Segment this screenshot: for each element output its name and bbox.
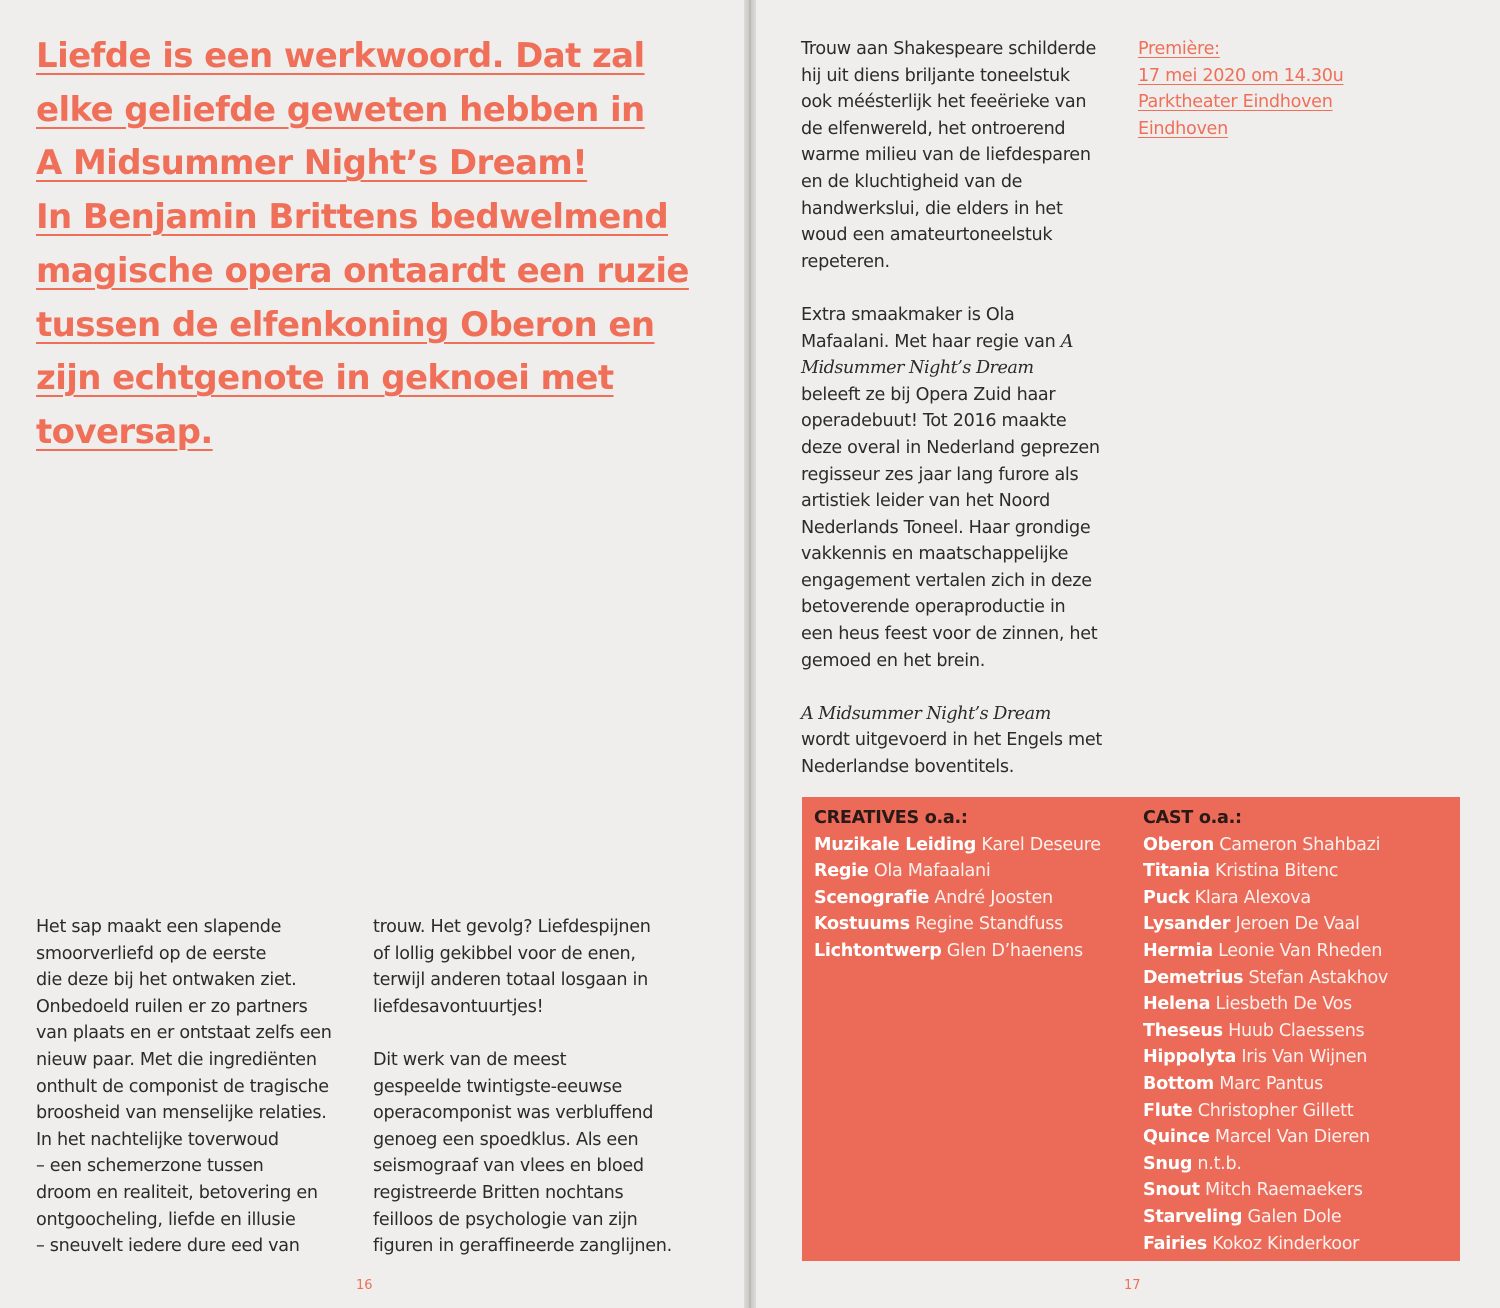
text-line: gemoed en het brein.	[801, 650, 985, 671]
cast-row	[1143, 832, 1453, 859]
credit-name: André Joosten	[934, 887, 1053, 908]
text-line: een heus feest voor de zinnen, het	[801, 624, 1098, 645]
text-line: broosheid van menselijke relaties.	[36, 1103, 327, 1124]
text-line: – een schemerzone tussen	[36, 1156, 264, 1177]
left-column-1	[36, 914, 366, 1260]
text-line: woud een amateurtoneelstuk	[801, 225, 1053, 246]
cast-name: Jeroen De Vaal	[1235, 914, 1360, 935]
text-line: ontgoocheling, liefde en illusie	[36, 1209, 296, 1230]
text-line: engagement vertalen zich in deze	[801, 570, 1092, 591]
text-line: liefdesavontuurtjes!	[373, 996, 544, 1017]
cast-role: Snug	[1143, 1153, 1193, 1174]
cast-role: Hermia	[1143, 940, 1213, 961]
text-line: warme milieu van de liefdesparen	[801, 145, 1091, 166]
text-line: artistiek leider van het Noord	[801, 491, 1050, 512]
cast-name: Cameron Shahbazi	[1219, 834, 1381, 855]
cast-role: Hippolyta	[1143, 1047, 1237, 1068]
text-line: deze overal in Nederland geprezen	[801, 437, 1100, 458]
text-line: Trouw aan Shakespeare schilderde	[801, 39, 1096, 59]
credit-role: Regie	[814, 861, 869, 882]
credit-name: Glen D’haenens	[946, 940, 1083, 961]
cast-role: Puck	[1143, 887, 1190, 908]
text-line: en de kluchtigheid van de	[801, 171, 1023, 192]
credit-role: Scenografie	[814, 887, 930, 908]
cast-role: Quince	[1143, 1127, 1210, 1148]
text-line: beleeft ze bij Opera Zuid haar	[801, 384, 1056, 405]
text-line: regisseur zes jaar lang furore als	[801, 464, 1079, 485]
credit-row	[814, 832, 1134, 859]
credit-name: Regine Standfuss	[915, 914, 1063, 935]
cast-title: CAST o.a.:	[1143, 808, 1242, 828]
cast-row	[1143, 858, 1453, 885]
creatives-title: CREATIVES o.a.:	[814, 808, 968, 828]
cast-role: Snout	[1143, 1180, 1200, 1201]
cast-row	[1143, 965, 1453, 992]
text-line: handwerkslui, die elders in het	[801, 198, 1063, 219]
text-line: Extra smaakmaker is Ola	[801, 304, 1015, 325]
headline-line: A Midsummer Night’s Dream!	[36, 143, 588, 184]
opera-title-italic: Midsummer Night’s Dream	[801, 358, 1034, 379]
cast-role: Flute	[1143, 1100, 1193, 1121]
cast-row	[1143, 1204, 1453, 1231]
cast-role: Oberon	[1143, 834, 1214, 855]
paragraph	[36, 914, 366, 1260]
credit-role: Muzikale Leiding	[814, 834, 977, 855]
cast-row	[1143, 1231, 1453, 1258]
paragraph	[801, 701, 1131, 781]
premiere-label: Première:	[1138, 39, 1220, 59]
text-line: nieuw paar. Met die ingrediënten	[36, 1049, 317, 1070]
text-line: In het nachtelijke toverwoud	[36, 1129, 279, 1150]
text-line: Mafaalani. Met haar regie van	[801, 331, 1056, 352]
headline	[36, 30, 716, 460]
cast-role: Starveling	[1143, 1206, 1243, 1227]
text-line: ook méésterlijk het feeërieke van	[801, 92, 1087, 113]
cast-name: Iris Van Wijnen	[1241, 1047, 1368, 1068]
paragraph	[373, 914, 713, 1020]
cast-row	[1143, 885, 1453, 912]
paragraph	[801, 302, 1131, 674]
cast-name: Marc Pantus	[1219, 1073, 1323, 1094]
premiere-venue: Parktheater Eindhoven	[1138, 92, 1333, 113]
cast-role: Helena	[1143, 994, 1211, 1015]
text-line: Dit werk van de meest	[373, 1049, 567, 1070]
cast-name: Leonie Van Rheden	[1218, 940, 1383, 961]
headline-line: Liefde is een werkwoord. Dat zal	[36, 36, 645, 76]
credit-role: Kostuums	[814, 914, 910, 935]
text-line: onthult de componist de tragische	[36, 1076, 329, 1097]
left-column-2	[373, 914, 713, 1260]
text-line: seismograaf van vlees en bloed	[373, 1156, 644, 1177]
text-line: gespeelde twintigste-eeuwse	[373, 1076, 623, 1097]
page-number-left: 16	[356, 1278, 373, 1293]
book-gutter	[744, 0, 756, 1308]
premiere-city: Eindhoven	[1138, 118, 1228, 139]
cast-row	[1143, 1018, 1453, 1045]
headline-line: In Benjamin Brittens bedwelmend	[36, 197, 669, 238]
cast-row	[1143, 1124, 1453, 1151]
cast-name: Kokoz Kinderkoor	[1212, 1233, 1360, 1254]
credit-row	[814, 938, 1134, 965]
cast-name: n.t.b.	[1197, 1153, 1242, 1174]
text-line: of lollig gekibbel voor de enen,	[373, 943, 636, 964]
cast-role: Demetrius	[1143, 967, 1244, 988]
text-line: Nederlands Toneel. Haar grondige	[801, 517, 1091, 538]
cast-role: Titania	[1143, 861, 1210, 882]
text-line: trouw. Het gevolg? Liefdespijnen	[373, 917, 651, 937]
credit-name: Ola Mafaalani	[873, 861, 991, 882]
opera-title-italic: A	[1060, 331, 1073, 352]
text-line: droom en realiteit, betovering en	[36, 1182, 318, 1203]
text-line: feilloos de psychologie van zijn	[373, 1209, 638, 1230]
opera-title-italic: A Midsummer Night’s Dream	[801, 703, 1051, 724]
cast-row	[1143, 1098, 1453, 1125]
text-line: registreerde Britten nochtans	[373, 1182, 624, 1203]
text-line: smoorverliefd op de eerste	[36, 943, 267, 964]
credit-row	[814, 858, 1134, 885]
cast-name: Huub Claessens	[1228, 1020, 1365, 1041]
cast-row	[1143, 991, 1453, 1018]
text-line: de elfenwereld, het ontroerend	[801, 118, 1066, 139]
cast-name: Mitch Raemaekers	[1205, 1180, 1363, 1201]
text-line: genoeg een spoedklus. Als een	[373, 1129, 639, 1150]
cast-role: Bottom	[1143, 1073, 1214, 1094]
cast-role: Fairies	[1143, 1233, 1207, 1254]
premiere-date: 17 mei 2020 om 14.30u	[1138, 65, 1344, 86]
text-line: repeteren.	[801, 251, 890, 272]
paragraph	[373, 1047, 713, 1260]
cast-name: Kristina Bitenc	[1214, 861, 1339, 882]
text-line: betoverende operaproductie in	[801, 597, 1066, 618]
text-line: figuren in geraffineerde zanglijnen.	[373, 1236, 672, 1257]
text-line: Nederlandse boventitels.	[801, 757, 1015, 778]
premiere-info	[1138, 36, 1398, 142]
credit-role: Lichtontwerp	[814, 940, 942, 961]
paragraph	[801, 36, 1131, 275]
cast-role: Theseus	[1143, 1020, 1223, 1041]
right-column	[801, 36, 1131, 781]
text-line: operacomponist was verbluffend	[373, 1103, 654, 1124]
cast-list	[1143, 805, 1453, 1257]
cast-row	[1143, 1177, 1453, 1204]
credit-row	[814, 885, 1134, 912]
cast-name: Christopher Gillett	[1197, 1100, 1354, 1121]
cast-row	[1143, 911, 1453, 938]
headline-line: toversap.	[36, 411, 213, 452]
cast-row	[1143, 1071, 1453, 1098]
text-line: die deze bij het ontwaken ziet.	[36, 970, 297, 991]
headline-line: zijn echtgenote in geknoei met	[36, 358, 614, 399]
text-line: vakkennis en maatschappelijke	[801, 544, 1069, 565]
cast-name: Marcel Van Dieren	[1214, 1127, 1370, 1148]
headline-line: elke geliefde geweten hebben in	[36, 89, 645, 130]
text-line: operadebuut! Tot 2016 maakte	[801, 411, 1067, 432]
credits-box	[802, 797, 1460, 1261]
cast-name: Galen Dole	[1247, 1206, 1342, 1227]
text-line: terwijl anderen totaal losgaan in	[373, 970, 648, 991]
cast-role: Lysander	[1143, 914, 1231, 935]
page-number-right: 17	[1124, 1278, 1141, 1293]
headline-line: tussen de elfenkoning Oberon en	[36, 304, 655, 345]
text-line: Onbedoeld ruilen er zo partners	[36, 996, 308, 1017]
cast-row	[1143, 1044, 1453, 1071]
text-line: Het sap maakt een slapende	[36, 917, 282, 937]
cast-row	[1143, 1151, 1453, 1178]
credit-row	[814, 911, 1134, 938]
creatives-list	[814, 805, 1134, 965]
cast-name: Klara Alexova	[1194, 887, 1311, 908]
cast-name: Stefan Astakhov	[1248, 967, 1389, 988]
cast-name: Liesbeth De Vos	[1215, 994, 1352, 1015]
headline-line: magische opera ontaardt een ruzie	[36, 250, 689, 291]
credit-name: Karel Deseure	[981, 834, 1101, 855]
cast-row	[1143, 938, 1453, 965]
text-line: wordt uitgevoerd in het Engels met	[801, 730, 1103, 751]
text-line: van plaats en er ontstaat zelfs een	[36, 1023, 332, 1044]
text-line: – sneuvelt iedere dure eed van	[36, 1236, 300, 1257]
text-line: hij uit diens briljante toneelstuk	[801, 65, 1070, 86]
